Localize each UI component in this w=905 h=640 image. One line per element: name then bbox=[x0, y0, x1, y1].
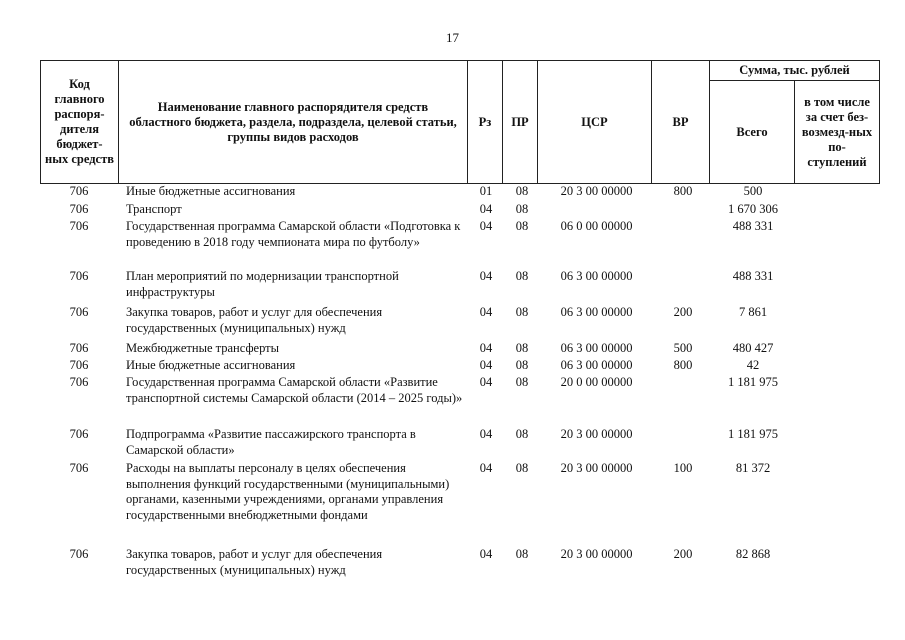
row-pr: 08 bbox=[515, 202, 529, 216]
row-name: Государственная программа Самарской области «Подготовка к проведению в 2018 году чемпионата мира по футболу» bbox=[126, 219, 461, 249]
row-csr: 06 3 00 00000 bbox=[560, 269, 633, 283]
row-total: 480 427 bbox=[732, 341, 774, 355]
header-pr: ПР bbox=[502, 60, 538, 184]
row-csr: 20 3 00 00000 bbox=[560, 184, 633, 198]
row-pr: 08 bbox=[515, 547, 529, 561]
row-total: 488 331 bbox=[732, 219, 774, 233]
row-total: 1 670 306 bbox=[728, 202, 778, 216]
row-rz: 04 bbox=[479, 358, 493, 372]
row-csr: 20 3 00 00000 bbox=[560, 461, 633, 475]
row-pr: 08 bbox=[515, 341, 529, 355]
row-rz: 04 bbox=[479, 305, 493, 319]
row-name: Закупка товаров, работ и услуг для обеспечения государственных (муниципальных) нужд bbox=[126, 547, 383, 577]
row-name: Государственная программа Самарской области «Развитие транспортной системы Самарской области (2014 – 2025 годы)» bbox=[126, 375, 463, 405]
header-total: Всего bbox=[709, 80, 795, 184]
row-vr: 800 bbox=[673, 184, 693, 198]
header-sum: Сумма, тыс. рублей bbox=[709, 60, 880, 81]
row-name: Закупка товаров, работ и услуг для обеспечения государственных (муниципальных) нужд bbox=[126, 305, 383, 335]
row-vr: 100 bbox=[673, 461, 693, 475]
row-total: 1 181 975 bbox=[728, 427, 778, 441]
row-code: 706 bbox=[69, 341, 89, 355]
row-code: 706 bbox=[69, 184, 89, 198]
row-code: 706 bbox=[69, 461, 89, 475]
row-rz: 04 bbox=[479, 269, 493, 283]
row-rz: 01 bbox=[479, 184, 493, 198]
row-vr: 200 bbox=[673, 305, 693, 319]
row-code: 706 bbox=[69, 219, 89, 233]
row-vr: 800 bbox=[673, 358, 693, 372]
row-total: 42 bbox=[746, 358, 760, 372]
row-csr: 06 3 00 00000 bbox=[560, 358, 633, 372]
row-rz: 04 bbox=[479, 427, 493, 441]
row-pr: 08 bbox=[515, 461, 529, 475]
row-total: 7 861 bbox=[738, 305, 768, 319]
row-name: Расходы на выплаты персоналу в целях обеспечения выполнения функций государственными (муниципальными) органами, казенными учреждениями, органами управления государственными внебюджетными фондами bbox=[126, 461, 450, 522]
header-rz: Рз bbox=[467, 60, 503, 184]
header-free: в том числе за счет без-возмезд-ных по-ступлений bbox=[794, 80, 880, 184]
row-total: 81 372 bbox=[735, 461, 771, 475]
row-total: 1 181 975 bbox=[728, 375, 778, 389]
row-name: Межбюджетные трансферты bbox=[126, 341, 280, 355]
row-pr: 08 bbox=[515, 305, 529, 319]
row-name: Транспорт bbox=[126, 202, 182, 216]
row-name: План мероприятий по модернизации транспортной инфраструктуры bbox=[126, 269, 399, 299]
row-pr: 08 bbox=[515, 358, 529, 372]
row-rz: 04 bbox=[479, 547, 493, 561]
row-name: Иные бюджетные ассигнования bbox=[126, 184, 296, 198]
header-csr: ЦСР bbox=[537, 60, 652, 184]
row-code: 706 bbox=[69, 269, 89, 283]
row-csr: 06 3 00 00000 bbox=[560, 341, 633, 355]
row-code: 706 bbox=[69, 375, 89, 389]
row-csr: 20 3 00 00000 bbox=[560, 547, 633, 561]
row-rz: 04 bbox=[479, 461, 493, 475]
row-total: 500 bbox=[743, 184, 763, 198]
row-code: 706 bbox=[69, 547, 89, 561]
row-csr: 20 0 00 00000 bbox=[560, 375, 633, 389]
row-code: 706 bbox=[69, 305, 89, 319]
row-pr: 08 bbox=[515, 375, 529, 389]
row-code: 706 bbox=[69, 358, 89, 372]
row-csr: 06 0 00 00000 bbox=[560, 219, 633, 233]
page-number: 17 bbox=[446, 30, 459, 45]
row-vr: 200 bbox=[673, 547, 693, 561]
row-pr: 08 bbox=[515, 427, 529, 441]
row-name: Подпрограмма «Развитие пассажирского транспорта в Самарской области» bbox=[126, 427, 416, 457]
row-code: 706 bbox=[69, 427, 89, 441]
row-vr: 500 bbox=[673, 341, 693, 355]
header-name: Наименование главного распорядителя средств областного бюджета, раздела, подраздела, целевой статьи, группы видов расходов bbox=[118, 60, 468, 184]
row-rz: 04 bbox=[479, 341, 493, 355]
row-rz: 04 bbox=[479, 375, 493, 389]
row-pr: 08 bbox=[515, 269, 529, 283]
header-code: Код главного распоря-дителя бюджет-ных средств bbox=[40, 60, 119, 184]
row-total: 82 868 bbox=[735, 547, 771, 561]
row-rz: 04 bbox=[479, 219, 493, 233]
header-vr: ВР bbox=[651, 60, 710, 184]
row-csr: 20 3 00 00000 bbox=[560, 427, 633, 441]
row-rz: 04 bbox=[479, 202, 493, 216]
row-name: Иные бюджетные ассигнования bbox=[126, 358, 296, 372]
row-csr: 06 3 00 00000 bbox=[560, 305, 633, 319]
row-code: 706 bbox=[69, 202, 89, 216]
row-pr: 08 bbox=[515, 184, 529, 198]
row-pr: 08 bbox=[515, 219, 529, 233]
row-total: 488 331 bbox=[732, 269, 774, 283]
